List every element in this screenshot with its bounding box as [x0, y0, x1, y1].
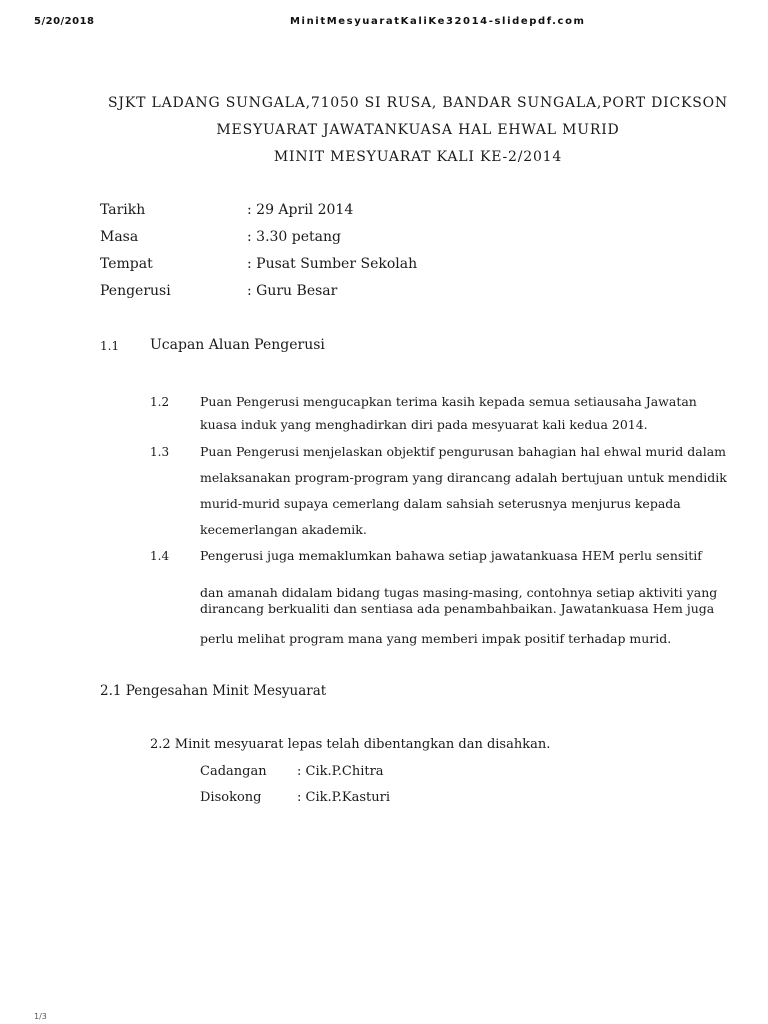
item-1-4-line-3: dirancang berkualiti dan sentiasa ada penambahbaikan. Jawatankuasa Hem juga	[200, 601, 715, 616]
page-number: 1/3	[34, 1012, 47, 1021]
item-1-2-number: 1.2	[150, 395, 170, 409]
minutes-title: MINIT MESYUARAT KALI KE-2/2014	[273, 149, 563, 165]
section-1-title: Ucapan Aluan Pengerusi	[150, 337, 325, 353]
tarikh-label: Tarikh	[100, 202, 146, 218]
item-2-2-text: 2.2 Minit mesyuarat lepas telah dibentangkan dan disahkan.	[150, 737, 551, 752]
item-1-3-line-4: kecemerlangan akademik.	[200, 522, 367, 537]
meta-row-tempat	[100, 256, 700, 276]
page-header	[0, 16, 768, 34]
tarikh-value: : 29 April 2014	[247, 202, 354, 218]
meta-row-masa	[100, 229, 700, 249]
tempat-value: : Pusat Sumber Sekolah	[247, 256, 418, 272]
disokong-value: : Cik.P.Kasturi	[297, 790, 390, 805]
committee-title: MESYUARAT JAWATANKUASA HAL EHWAL MURID	[216, 122, 620, 138]
meta-row-pengerusi	[100, 283, 700, 303]
school-title: SJKT LADANG SUNGALA,71050 SI RUSA, BANDAR SUNGALA,PORT DICKSON	[108, 95, 728, 111]
item-1-3-line-1: Puan Pengerusi menjelaskan objektif pengurusan bahagian hal ehwal murid dalam	[200, 444, 727, 459]
pengerusi-label: Pengerusi	[100, 283, 171, 299]
cadangan-value: : Cik.P.Chitra	[297, 764, 384, 779]
header-url[interactable]: MinitMesyuaratKaliKe32014-slidepdf.com	[290, 16, 586, 27]
meta-row-tarikh	[100, 202, 700, 222]
item-1-4-number: 1.4	[150, 549, 170, 563]
item-1-4-line-4: perlu melihat program mana yang memberi impak positif terhadap murid.	[200, 631, 672, 646]
disokong-label: Disokong	[200, 790, 262, 805]
tempat-label: Tempat	[100, 256, 153, 272]
item-1-2-line-2: kuasa induk yang menghadirkan diri pada mesyuarat kali kedua 2014.	[200, 417, 648, 432]
cadangan-label: Cadangan	[200, 764, 267, 779]
header-date: 5/20/2018	[34, 16, 95, 27]
item-1-3-line-2: melaksanakan program-program yang dirancang adalah bertujuan untuk mendidik	[200, 470, 727, 485]
item-1-3-line-3: murid-murid supaya cemerlang dalam sahsiah seterusnya menjurus kepada	[200, 496, 681, 511]
section-1-number: 1.1	[100, 339, 120, 353]
section-2-title: 2.1 Pengesahan Minit Mesyuarat	[100, 683, 327, 699]
masa-label: Masa	[100, 229, 139, 245]
masa-value: : 3.30 petang	[247, 229, 341, 245]
item-1-2-line-1: Puan Pengerusi mengucapkan terima kasih kepada semua setiausaha Jawatan	[200, 394, 697, 409]
pengerusi-value: : Guru Besar	[247, 283, 338, 299]
item-1-3-number: 1.3	[150, 445, 170, 459]
item-1-4-line-2: dan amanah didalam bidang tugas masing-masing, contohnya setiap aktiviti yang	[200, 585, 718, 600]
item-1-4-line-1: Pengerusi juga memaklumkan bahawa setiap jawatankuasa HEM perlu sensitif	[200, 548, 702, 563]
